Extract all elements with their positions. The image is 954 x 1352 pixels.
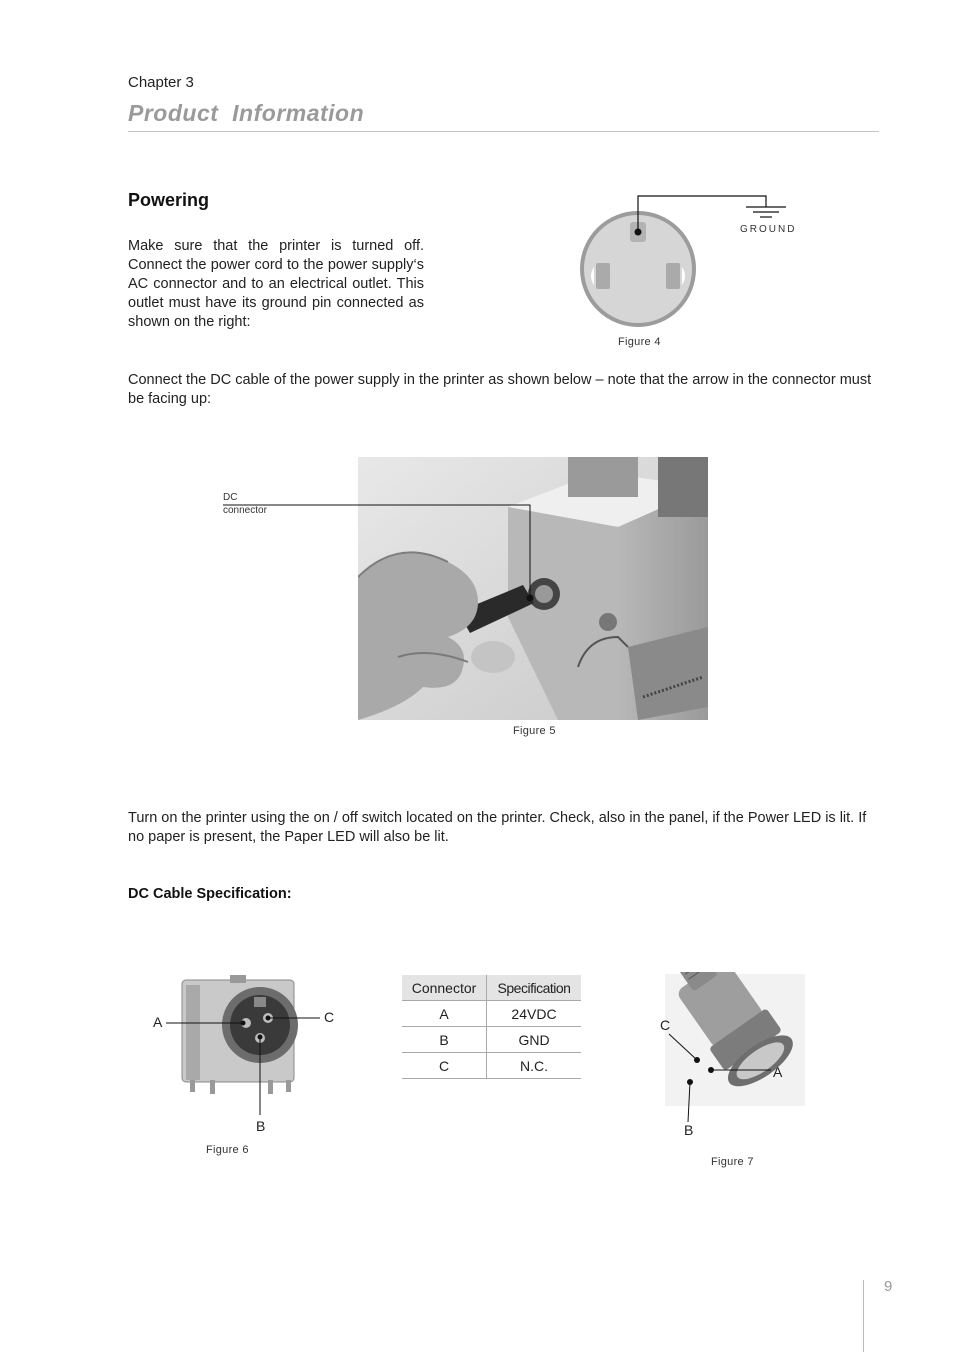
- figure-6-caption: Figure 6: [206, 1144, 249, 1156]
- figure-6-label-c: C: [324, 1009, 335, 1025]
- figure-4-caption: Figure 4: [618, 336, 661, 348]
- table-cell: 24VDC: [487, 1001, 582, 1027]
- table-row: [402, 1001, 581, 1027]
- figure-7-label-a: A: [773, 1064, 783, 1080]
- table-cell: A: [402, 1001, 487, 1027]
- table-header-specification: Specification: [487, 975, 582, 1001]
- dc-instruction-paragraph: Connect the DC cable of the power supply in the printer as shown below – note that the arrow in the connector must be facing up:: [128, 372, 872, 407]
- table-cell: N.C.: [487, 1053, 582, 1079]
- header-rule: [128, 131, 879, 132]
- table-row: [402, 1027, 581, 1053]
- dc-spec-heading: DC Cable Specification:: [128, 886, 292, 902]
- outlet-ground-diagram: [560, 185, 820, 335]
- table-row: [402, 1053, 581, 1079]
- dc-plug-diagram: [655, 972, 815, 1132]
- figure-6-label-b: B: [256, 1118, 266, 1134]
- dc-spec-table: [402, 975, 581, 1079]
- powering-intro-paragraph: Make sure that the printer is turned off. Connect the power cord to the power supply‘s AC connector and to an electrical outlet. This outlet must have its ground pin connected as shown on the right:: [128, 238, 424, 330]
- table-cell: C: [402, 1053, 487, 1079]
- page-number: 9: [884, 1278, 893, 1295]
- table-cell: B: [402, 1027, 487, 1053]
- table-header-connector: Connector: [402, 975, 487, 1001]
- table-cell: GND: [487, 1027, 582, 1053]
- figure-6-label-a: A: [153, 1014, 163, 1030]
- dc-connector-leader-line: [223, 500, 535, 600]
- page-number-divider: [863, 1280, 864, 1352]
- table-header-row: [402, 975, 581, 1001]
- chapter-label: Chapter 3: [128, 74, 194, 91]
- dc-connector-label: DC connector: [223, 492, 267, 516]
- figure-5-caption: Figure 5: [513, 725, 556, 737]
- page-title: Product Information: [128, 100, 365, 126]
- section-heading-powering: Powering: [128, 190, 210, 210]
- ground-label: GROUND: [740, 224, 797, 235]
- figure-7-label-c: C: [660, 1017, 671, 1033]
- dc-socket-diagram: [150, 975, 340, 1125]
- turn-on-paragraph: Turn on the printer using the on / off switch located on the printer. Check, also in the panel, if the Power LED is lit. If no paper is present, the Paper LED will also be lit.: [128, 810, 867, 845]
- figure-7-caption: Figure 7: [711, 1156, 754, 1168]
- figure-7-label-b: B: [684, 1122, 694, 1138]
